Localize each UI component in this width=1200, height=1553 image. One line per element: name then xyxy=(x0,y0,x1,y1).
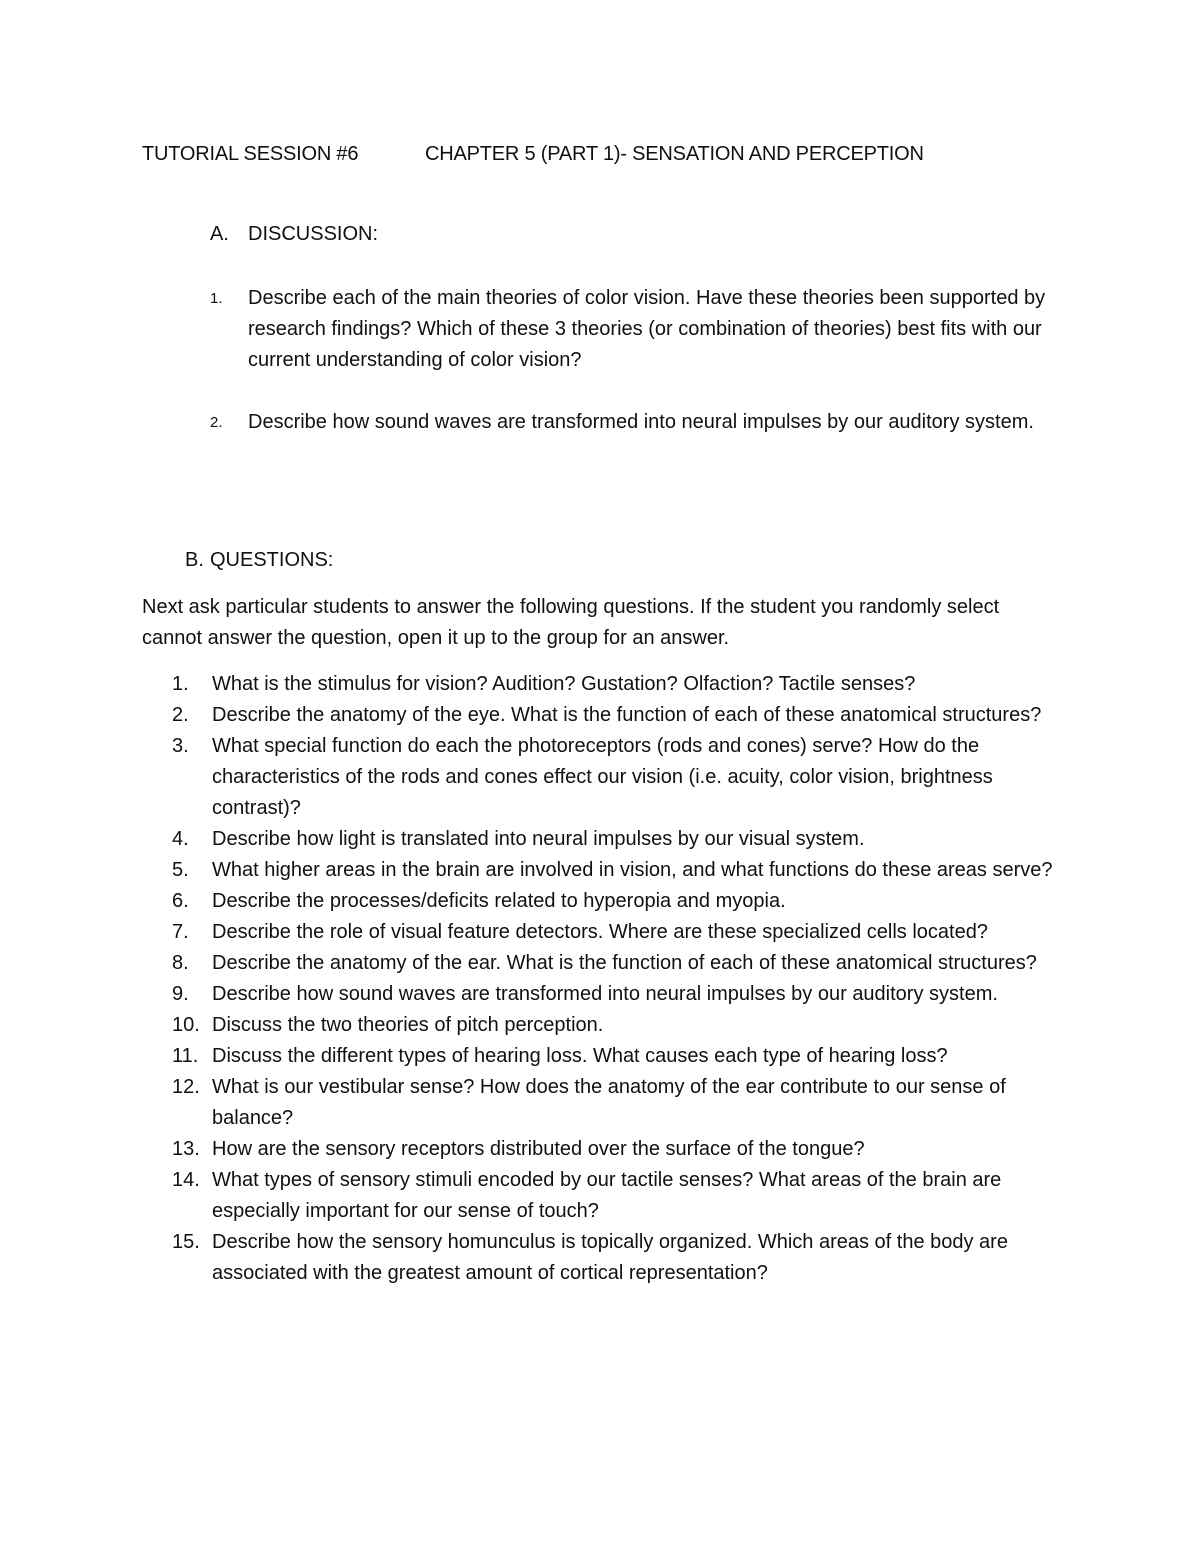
question-number: 13. xyxy=(172,1138,200,1160)
question-number: 4. xyxy=(172,828,189,850)
question-text: Describe how sound waves are transformed into neural impulses by our auditory system. xyxy=(212,983,998,1005)
question-text: What is our vestibular sense? How does the anatomy of the ear contribute to our sense of balance? xyxy=(212,1076,1006,1129)
chapter-heading: CHAPTER 5 (PART 1)- SENSATION AND PERCEPTION xyxy=(425,143,924,165)
question-item xyxy=(172,1134,1072,1165)
question-number: 1. xyxy=(172,673,189,695)
question-item xyxy=(172,855,1072,886)
question-number: 10. xyxy=(172,1014,200,1036)
question-text: Describe how the sensory homunculus is topically organized. Which areas of the body are associated with the greatest amount of cortical representation? xyxy=(212,1231,1008,1284)
question-text: How are the sensory receptors distributed over the surface of the tongue? xyxy=(212,1138,865,1160)
question-number: 11. xyxy=(172,1045,199,1067)
question-item xyxy=(172,700,1072,731)
question-number: 2. xyxy=(172,704,189,726)
question-item xyxy=(172,917,1072,948)
question-item xyxy=(172,669,1072,700)
discussion-item xyxy=(210,283,1090,376)
question-item xyxy=(172,979,1072,1010)
session-heading: TUTORIAL SESSION #6 xyxy=(142,143,359,165)
question-number: 9. xyxy=(172,983,189,1005)
section-letter: A. xyxy=(210,223,229,245)
discussion-list xyxy=(210,283,1090,469)
question-item xyxy=(172,1010,1072,1041)
question-text: Describe the anatomy of the eye. What is the function of each of these anatomical structures? xyxy=(212,704,1042,726)
question-item xyxy=(172,1072,1072,1134)
question-text: Describe the processes/deficits related to hyperopia and myopia. xyxy=(212,890,786,912)
questions-intro: Next ask particular students to answer the following questions. If the student you randomly select cannot answer the question, open it up to the group for an answer. xyxy=(142,596,1000,649)
question-item xyxy=(172,1165,1072,1227)
question-item xyxy=(172,1041,1072,1072)
question-text: Describe the anatomy of the ear. What is the function of each of these anatomical structures? xyxy=(212,952,1037,974)
question-number: 7. xyxy=(172,921,189,943)
section-letter: B. xyxy=(185,549,204,571)
item-number: 1. xyxy=(210,290,223,307)
item-text: Describe each of the main theories of color vision. Have these theories been supported by research findings? Which of these 3 theories (or combination of theories) best fits with our current understanding of color vision? xyxy=(248,287,1046,371)
question-item xyxy=(172,1227,1072,1289)
question-text: Describe how light is translated into neural impulses by our visual system. xyxy=(212,828,865,850)
question-text: Describe the role of visual feature detectors. Where are these specialized cells located? xyxy=(212,921,988,943)
question-number: 3. xyxy=(172,735,189,757)
question-item xyxy=(172,886,1072,917)
question-number: 14. xyxy=(172,1169,200,1191)
question-number: 15. xyxy=(172,1231,200,1253)
question-text: What higher areas in the brain are involved in vision, and what functions do these areas serve? xyxy=(212,859,1053,881)
section-title: DISCUSSION: xyxy=(248,223,379,245)
question-item xyxy=(172,824,1072,855)
item-text: Describe how sound waves are transformed into neural impulses by our auditory system. xyxy=(248,411,1034,433)
questions-list xyxy=(172,669,1072,1289)
discussion-item xyxy=(210,407,1090,438)
question-text: What types of sensory stimuli encoded by our tactile senses? What areas of the brain are especially important for our sense of touch? xyxy=(212,1169,1002,1222)
section-title: QUESTIONS: xyxy=(210,549,334,571)
question-item xyxy=(172,731,1072,824)
question-text: What is the stimulus for vision? Audition? Gustation? Olfaction? Tactile senses? xyxy=(212,673,916,695)
question-text: Discuss the two theories of pitch perception. xyxy=(212,1014,604,1036)
item-number: 2. xyxy=(210,414,223,431)
question-number: 5. xyxy=(172,859,189,881)
question-number: 8. xyxy=(172,952,189,974)
question-number: 6. xyxy=(172,890,189,912)
question-number: 12. xyxy=(172,1076,200,1098)
question-text: What special function do each the photoreceptors (rods and cones) serve? How do the characteristics of the rods and cones effect our vision (i.e. acuity, color vision, brightness contrast)? xyxy=(212,735,993,819)
question-text: Discuss the different types of hearing loss. What causes each type of hearing loss? xyxy=(212,1045,948,1067)
question-item xyxy=(172,948,1072,979)
